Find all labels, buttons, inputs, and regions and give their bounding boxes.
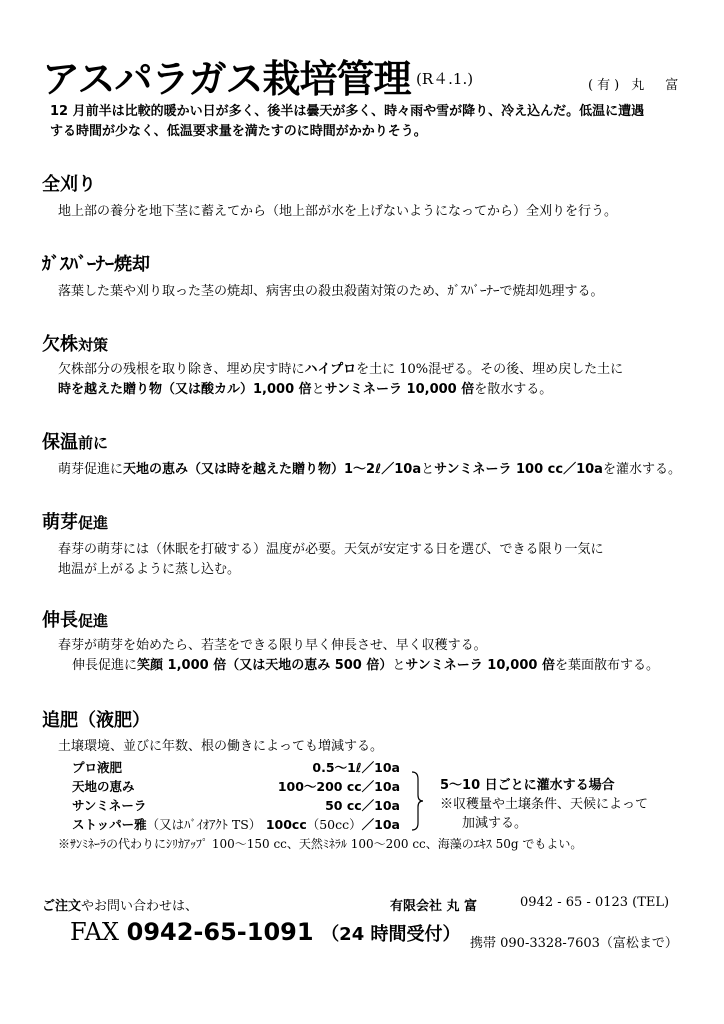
heading-suffix: 対策 (78, 336, 109, 354)
order-inquiry (42, 895, 198, 914)
tsuihi-note (440, 776, 648, 833)
product-name: サンミネーラ 100 cc／10a (434, 462, 603, 477)
section-heading-shincho (42, 606, 108, 632)
fertilizer-amount: 0.5～1ℓ／10a (312, 760, 400, 775)
heading-suffix: 促進 (78, 612, 109, 630)
product-name: 時を越えた贈り物（又は酸カル）1,000 倍 (58, 382, 312, 397)
section-heading-hoon (42, 428, 108, 454)
houga-line-1: 春芽の萌芽には（休眠を打破する）温度が必要。天気が安定する日を選び、できる限り一気に (58, 542, 604, 557)
watering-interval: 5～10 日ごとに灌水する場合 (440, 778, 615, 793)
fax-hours: （24 時間受付） (321, 924, 461, 945)
fertilizer-row (72, 758, 406, 777)
fertilizer-row (72, 777, 406, 796)
note-line-2: 加減する。 (462, 816, 528, 831)
section-heading-burner: ｶﾞｽﾊﾞｰﾅｰ焼却 (42, 254, 150, 275)
tsuihi-footnote: ※ｻﾝﾐﾈｰﾗの代わりにｼﾘｶｱｯﾌﾟ 100～150 cc、天然ﾐﾈﾗﾙ 100～200 cc、海藻のｴｷｽ 50g でもよい。 (58, 837, 583, 851)
mobile-number: 携帯 090-3328-7603（富松まで） (470, 936, 678, 951)
section-text-kekkabu (58, 360, 623, 400)
fertilizer-amount: 100～200 cc／10a (277, 779, 400, 794)
fertilizer-amount-group (266, 815, 400, 833)
product-name: ハイプロ (304, 362, 357, 377)
fax-label: FAX (70, 918, 119, 946)
order-label: ご注文 (42, 899, 82, 914)
kekkabu-line-2 (58, 380, 623, 400)
text: を葉面散布する。 (554, 658, 659, 673)
houga-line-2: 地温が上がるように蒸し込む。 (58, 562, 241, 577)
fertilizer-amount: 100cc (265, 817, 307, 832)
text: と (421, 462, 435, 477)
shincho-line-1: 春芽が萌芽を始めたら、若茎をできる限り早く伸長させ、早く収穫する。 (58, 638, 487, 653)
product-name: サンミネーラ 10,000 倍 (324, 382, 475, 397)
page-title: アスパラガス栽培管理 (42, 57, 411, 101)
fertilizer-name-note: （又はﾊﾞｲｵｱｸﾄ TS） (146, 817, 262, 832)
section-text-burner: 落葉した葉や刈り取った茎の焼却、病害虫の殺虫殺菌対策のため、ｶﾞｽﾊﾞｰﾅｰで焼却処理する。 (58, 284, 604, 299)
shincho-line-2 (58, 656, 659, 676)
issue-date: (R４.1.) (416, 70, 474, 88)
fertilizer-amount-unit: ／10a (361, 817, 400, 832)
section-heading-kekkabu (42, 330, 108, 356)
right-brace-icon (410, 771, 424, 831)
fertilizer-name: 天地の恵み (72, 779, 135, 794)
fax-line (70, 918, 461, 946)
fax-number: 0942-65-1091 (126, 918, 314, 946)
product-name: 笑顔 1,000 倍（又は天地の恵み 500 倍） (137, 658, 393, 673)
intro-line-2: する時間が少なく、低温要求量を満たすのに時間がかかりそう。 (50, 124, 427, 139)
heading-suffix: 促進 (78, 514, 109, 532)
text: を灌水する。 (602, 462, 681, 477)
text: と (392, 658, 406, 673)
text: を散水する。 (474, 382, 553, 397)
tel-number: 0942 - 65 - 0123 (TEL) (520, 895, 670, 910)
company-name-header: (有) 丸 富 (588, 78, 683, 93)
fertilizer-name: プロ液肥 (72, 760, 123, 775)
inquiry-text: やお問い合わせは、 (81, 899, 199, 914)
fertilizer-name: ストッパー雅 (72, 817, 147, 832)
section-heading-tsuihi: 追肥（液肥） (42, 710, 150, 731)
section-text-shincho (58, 636, 659, 676)
section-heading-houga (42, 508, 108, 534)
intro-text (50, 102, 644, 142)
kekkabu-line-1 (58, 360, 623, 380)
fertilizer-row (72, 796, 406, 815)
text: を土に 10%混ぜる。その後、埋め戻した土に (356, 362, 624, 377)
section-text-zengari: 地上部の養分を地下茎に蓄えてから（地上部が水を上げないようになってから）全刈りを行う。 (58, 204, 618, 219)
text: 伸長促進に (72, 658, 138, 673)
section-text-hoon (58, 460, 681, 480)
product-name: 天地の恵み（又は時を越えた贈り物）1～2ℓ／10a (123, 462, 422, 477)
heading-main: 欠株 (42, 334, 78, 355)
product-name: サンミネーラ 10,000 倍 (405, 658, 555, 673)
text: と (311, 382, 325, 397)
heading-main: 萌芽 (42, 512, 78, 533)
fertilizer-amount-note: （50cc） (306, 817, 362, 832)
tsuihi-intro: 土壌環境、並びに年数、根の働きによっても増減する。 (58, 739, 384, 754)
fertilizer-table (72, 758, 406, 834)
intro-line-1: 12 月前半は比較的暖かい日が多く、後半は曇天が多く、時々雨や雪が降り、冷え込んだ。低温に遭遇 (50, 104, 645, 119)
text: 欠株部分の残根を取り除き、埋め戻す時に (58, 362, 305, 377)
fertilizer-amount: 50 cc／10a (325, 798, 400, 813)
note-line-1: ※収穫量や土壌条件、天候によって (440, 797, 649, 812)
fertilizer-name: サンミネーラ (72, 798, 147, 813)
heading-main: 保温 (42, 432, 78, 453)
fertilizer-row (72, 815, 406, 834)
text: 萌芽促進に (58, 462, 124, 477)
section-heading-zengari: 全刈り (42, 174, 96, 195)
section-text-houga (58, 540, 603, 580)
heading-main: 伸長 (42, 610, 78, 631)
heading-suffix: 前に (78, 434, 109, 452)
company-name-footer: 有限会社 丸 富 (390, 899, 478, 914)
